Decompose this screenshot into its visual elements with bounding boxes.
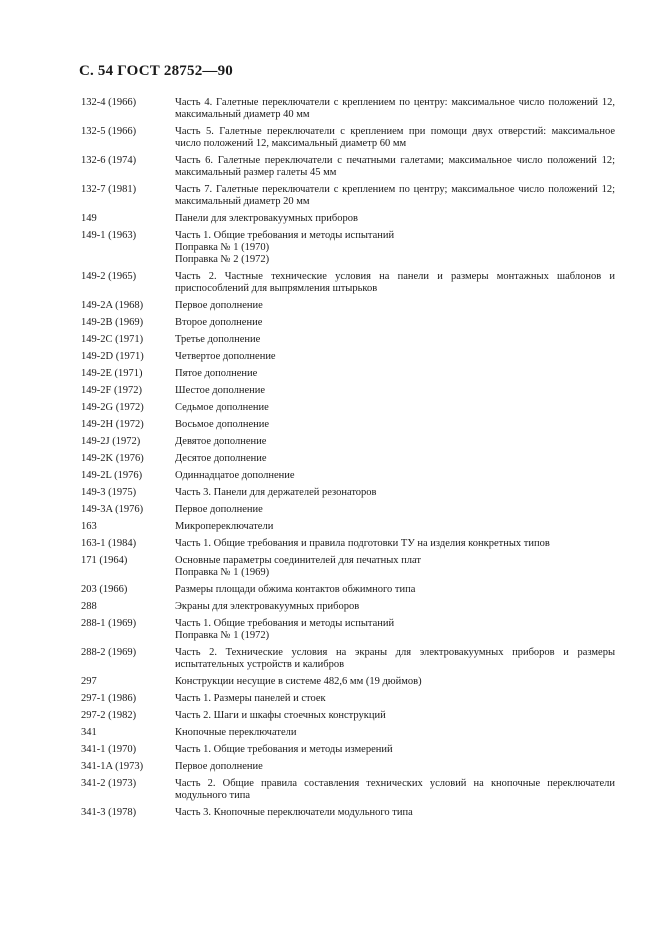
list-item — [81, 155, 615, 179]
list-item — [81, 126, 615, 150]
list-item — [81, 487, 615, 499]
standard-code: 341-1 (1970) — [81, 744, 137, 755]
standard-title: Часть 1. Общие требования и методы измерений — [175, 744, 393, 755]
amendment-note: Поправка № 2 (1972) — [175, 254, 270, 265]
standard-description — [175, 230, 615, 266]
standard-description — [175, 351, 615, 363]
standard-description — [175, 126, 615, 150]
list-item — [81, 647, 615, 671]
standard-code: 297-2 (1982) — [81, 710, 137, 721]
standard-description — [175, 727, 615, 739]
list-item — [81, 601, 615, 613]
standard-title: Конструкции несущие в системе 482,6 мм (19 дюймов) — [175, 676, 422, 687]
standard-description — [175, 368, 615, 380]
list-item — [81, 618, 615, 642]
standard-title: Размеры площади обжима контактов обжимного типа — [175, 584, 416, 595]
standard-code: 163-1 (1984) — [81, 538, 137, 549]
standard-description — [175, 601, 615, 613]
list-item — [81, 300, 615, 312]
standard-title: Седьмое дополнение — [175, 402, 269, 413]
standard-title: Часть 5. Галетные переключатели с креплением при помощи двух отверстий: максимальное число положений 12, максимальный диаметр 60 мм — [175, 126, 615, 149]
standard-description — [175, 761, 615, 773]
standard-description — [175, 385, 615, 397]
standard-description — [175, 693, 615, 705]
list-item — [81, 436, 615, 448]
standard-description — [175, 618, 615, 642]
list-item — [81, 334, 615, 346]
standard-title: Часть 1. Общие требования и методы испытаний — [175, 618, 395, 629]
standard-title: Основные параметры соединителей для печатных плат — [175, 555, 422, 566]
standard-title: Часть 1. Размеры панелей и стоек — [175, 693, 326, 704]
standard-title: Часть 2. Шаги и шкафы стоечных конструкций — [175, 710, 386, 721]
standard-description — [175, 778, 615, 802]
list-item — [81, 453, 615, 465]
standard-title: Часть 2. Технические условия на экраны для электровакуумных приборов и размеры испытательных устройств и калибров — [175, 647, 615, 670]
list-item — [81, 419, 615, 431]
list-item — [81, 744, 615, 756]
standard-code: 132-6 (1974) — [81, 155, 137, 166]
standard-code: 132-4 (1966) — [81, 97, 137, 108]
standard-description — [175, 538, 615, 550]
standard-title: Часть 6. Галетные переключатели с печатными галетами; максимальное число положений 12; максимальный размер галеты 45 мм — [175, 155, 615, 178]
standard-description — [175, 300, 615, 312]
standard-code: 297 — [81, 676, 97, 687]
standard-code: 149-2L (1976) — [81, 470, 143, 481]
standard-code: 149-2C (1971) — [81, 334, 144, 345]
list-item — [81, 727, 615, 739]
standard-title: Первое дополнение — [175, 300, 263, 311]
standard-title: Девятое дополнение — [175, 436, 267, 447]
list-item — [81, 213, 615, 225]
standards-list — [81, 97, 615, 824]
list-item — [81, 351, 615, 363]
list-item — [81, 317, 615, 329]
standard-description — [175, 504, 615, 516]
list-item — [81, 693, 615, 705]
page-header: С. 54 ГОСТ 28752—90 — [79, 63, 233, 79]
standard-description — [175, 436, 615, 448]
amendment-note: Поправка № 1 (1970) — [175, 242, 270, 253]
list-item — [81, 555, 615, 579]
list-item — [81, 230, 615, 266]
list-item — [81, 761, 615, 773]
standard-title: Восьмое дополнение — [175, 419, 270, 430]
list-item — [81, 676, 615, 688]
standard-description — [175, 487, 615, 499]
standard-description — [175, 334, 615, 346]
standard-title: Второе дополнение — [175, 317, 263, 328]
standard-code: 288 — [81, 601, 97, 612]
standard-title: Часть 1. Общие требования и правила подготовки ТУ на изделия конкретных типов — [175, 538, 550, 549]
standard-code: 149-2 (1965) — [81, 271, 137, 282]
standard-description — [175, 184, 615, 208]
standard-title: Шестое дополнение — [175, 385, 266, 396]
list-item — [81, 807, 615, 819]
list-item — [81, 184, 615, 208]
standard-title: Часть 7. Галетные переключатели с креплением по центру; максимальное число положений 12; максимальный диаметр 20 мм — [175, 184, 615, 207]
amendment-note: Поправка № 1 (1969) — [175, 567, 270, 578]
standard-code: 203 (1966) — [81, 584, 128, 595]
standard-title: Часть 3. Панели для держателей резонаторов — [175, 487, 377, 498]
standard-description — [175, 584, 615, 596]
standard-code: 132-5 (1966) — [81, 126, 137, 137]
standard-title: Четвертое дополнение — [175, 351, 276, 362]
standard-title: Одиннадцатое дополнение — [175, 470, 295, 481]
standard-title: Панели для электровакуумных приборов — [175, 213, 358, 224]
standard-description — [175, 555, 615, 579]
standard-code: 149-2A (1968) — [81, 300, 144, 311]
standard-title: Часть 3. Кнопочные переключатели модульного типа — [175, 807, 413, 818]
standard-code: 297-1 (1986) — [81, 693, 137, 704]
standard-description — [175, 419, 615, 431]
standard-code: 149 — [81, 213, 97, 224]
standard-code: 149-2E (1971) — [81, 368, 143, 379]
list-item — [81, 778, 615, 802]
standard-title: Экраны для электровакуумных приборов — [175, 601, 360, 612]
standard-title: Пятое дополнение — [175, 368, 258, 379]
list-item — [81, 470, 615, 482]
standard-title: Часть 1. Общие требования и методы испытаний — [175, 230, 395, 241]
standard-code: 132-7 (1981) — [81, 184, 137, 195]
standard-title: Часть 2. Общие правила составления технических условий на кнопочные переключатели модульного типа — [175, 778, 615, 801]
standard-title: Часть 4. Галетные переключатели с креплением по центру: максимальное число положений 12, максимальный диаметр 40 мм — [175, 97, 615, 120]
list-item — [81, 97, 615, 121]
standard-title: Третье дополнение — [175, 334, 261, 345]
list-item — [81, 521, 615, 533]
standard-code: 149-2J (1972) — [81, 436, 141, 447]
list-item — [81, 385, 615, 397]
list-item — [81, 710, 615, 722]
standard-code: 163 — [81, 521, 97, 532]
standard-code: 149-3A (1976) — [81, 504, 144, 515]
standard-title: Кнопочные переключатели — [175, 727, 297, 738]
list-item — [81, 271, 615, 295]
list-item — [81, 402, 615, 414]
standard-code: 288-1 (1969) — [81, 618, 137, 629]
standard-code: 149-2K (1976) — [81, 453, 144, 464]
standard-description — [175, 744, 615, 756]
standard-description — [175, 213, 615, 225]
amendment-note: Поправка № 1 (1972) — [175, 630, 270, 641]
standard-code: 149-2D (1971) — [81, 351, 144, 362]
standard-description — [175, 710, 615, 722]
standard-title: Десятое дополнение — [175, 453, 267, 464]
standard-code: 149-2G (1972) — [81, 402, 144, 413]
standard-code: 341 — [81, 727, 97, 738]
standard-code: 149-1 (1963) — [81, 230, 137, 241]
standard-code: 288-2 (1969) — [81, 647, 137, 658]
standard-description — [175, 155, 615, 179]
standard-description — [175, 807, 615, 819]
standard-code: 149-3 (1975) — [81, 487, 137, 498]
standard-description — [175, 402, 615, 414]
standard-code: 171 (1964) — [81, 555, 128, 566]
standard-code: 149-2B (1969) — [81, 317, 144, 328]
standard-code: 341-3 (1978) — [81, 807, 137, 818]
standard-description — [175, 676, 615, 688]
list-item — [81, 504, 615, 516]
standard-description — [175, 521, 615, 533]
standard-title: Первое дополнение — [175, 504, 263, 515]
standard-title: Микропереключатели — [175, 521, 274, 532]
standard-code: 149-2H (1972) — [81, 419, 144, 430]
list-item — [81, 368, 615, 380]
list-item — [81, 538, 615, 550]
standard-description — [175, 271, 615, 295]
standard-title: Часть 2. Частные технические условия на панели и размеры монтажных шаблонов и приспособлений для выпрямления штырьков — [175, 271, 615, 294]
standard-description — [175, 317, 615, 329]
standard-code: 341-1A (1973) — [81, 761, 144, 772]
standard-description — [175, 97, 615, 121]
standard-description — [175, 647, 615, 671]
standard-description — [175, 470, 615, 482]
standard-title: Первое дополнение — [175, 761, 263, 772]
standard-code: 149-2F (1972) — [81, 385, 142, 396]
standard-description — [175, 453, 615, 465]
standard-code: 341-2 (1973) — [81, 778, 137, 789]
list-item — [81, 584, 615, 596]
